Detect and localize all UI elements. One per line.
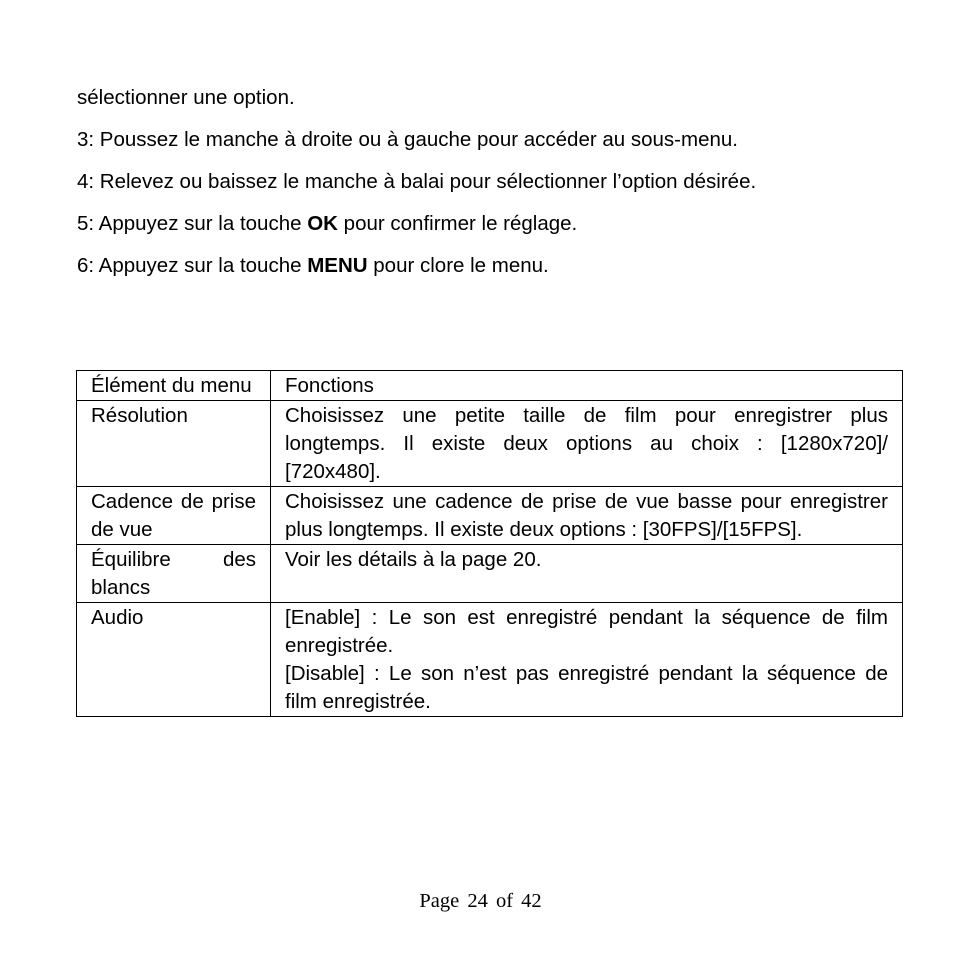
table-row-audio: [77, 603, 903, 717]
table-row-resolution: [77, 401, 903, 487]
table-row-frame-rate: [77, 487, 903, 545]
instruction-step-6: [77, 254, 549, 278]
header-functions: Fonctions: [271, 371, 903, 401]
menu-functions-table: [76, 370, 903, 717]
menu-item-cell: Équilibre des blancs: [77, 545, 271, 603]
instruction-text: sélectionner une option.: [77, 86, 295, 109]
instruction-step-4: [77, 170, 756, 194]
menu-item-cell: Cadence de prise de vue: [77, 487, 271, 545]
instruction-line: [77, 86, 295, 110]
instruction-text: pour confirmer le réglage.: [337, 212, 578, 235]
function-text: [Disable] : Le son n’est pas enregistré pendant la séquence de film enregistrée.: [285, 662, 888, 713]
function-cell: [271, 603, 903, 717]
header-menu-item: Élément du menu: [77, 371, 271, 401]
function-text: Voir les détails à la page 20.: [285, 548, 542, 571]
instruction-text: 4: Relevez ou baissez le manche à balai pour sélectionner l’option désirée.: [77, 170, 757, 193]
menu-item-cell: Audio: [77, 603, 271, 717]
ok-key-label: OK: [307, 212, 338, 235]
instruction-text: 3: Poussez le manche à droite ou à gauche pour accéder au sous-menu.: [77, 128, 738, 151]
menu-key-label: MENU: [307, 254, 368, 277]
instruction-text: 5: Appuyez sur la touche: [77, 212, 308, 235]
function-text: [Enable] : Le son est enregistré pendant la séquence de film enregistrée.: [285, 606, 888, 657]
instruction-text: 6: Appuyez sur la touche: [77, 254, 308, 277]
function-text: Choisissez une cadence de prise de vue basse pour enregistrer plus longtemps. Il existe deux options : [30FPS]/[15FPS].: [285, 490, 888, 541]
page-number: Page 24 of 42: [419, 890, 542, 912]
instruction-step-5: [77, 212, 577, 236]
instruction-step-3: [77, 128, 738, 152]
table-row-white-balance: [77, 545, 903, 603]
menu-item-cell: Résolution: [77, 401, 271, 487]
function-text: Choisissez une petite taille de film pour enregistrer plus longtemps. Il existe deux options au choix : [1280x720]/ [720x480].: [285, 404, 888, 483]
instruction-text: pour clore le menu.: [367, 254, 549, 277]
function-cell: [271, 487, 903, 545]
function-cell: [271, 545, 903, 603]
function-cell: [271, 401, 903, 487]
table-header-row: [77, 371, 903, 401]
